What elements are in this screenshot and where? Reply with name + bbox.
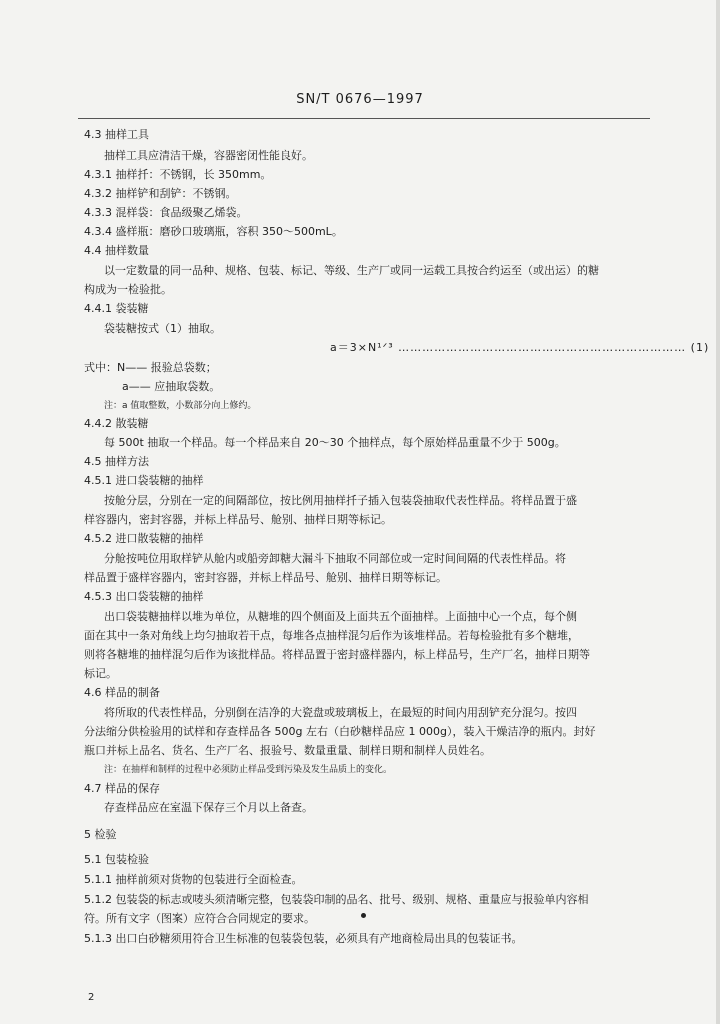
paragraph-line: 分法缩分供检验用的试样和存查样品各 500g 左右（白砂糖样品应 1 000g），装入干燥洁净的瓶内。封好 [84, 725, 596, 738]
section-5-1-3: 5.1.3 出口白砂糖须用符合卫生标准的包装袋包装，必须具有产地商检局出具的包装证书。 [84, 932, 523, 945]
section-4-4-heading: 4.4 抽样数量 [84, 244, 149, 257]
section-4-5-3: 4.5.3 出口袋装糖的抽样 [84, 590, 204, 603]
formula-where: 式中：N—— 报验总袋数； [84, 361, 217, 374]
paragraph-line: 出口袋装糖抽样以堆为单位，从糖堆的四个侧面及上面共五个面抽样。上面抽中心一个点，每个侧 [104, 610, 577, 623]
section-4-6-heading: 4.6 样品的制备 [84, 686, 160, 699]
section-5-1-heading: 5.1 包装检验 [84, 853, 149, 866]
paragraph-line: 按舱分层，分别在一定的间隔部位，按比例用抽样扦子插入包装袋抽取代表性样品。将样品置于盛 [104, 494, 577, 507]
paragraph-line: 以一定数量的同一品种、规格、包装、标记、等级、生产厂或同一运载工具按合约运至（或出运）的糖 [104, 264, 599, 277]
section-4-4-1: 4.4.1 袋装糖 [84, 302, 149, 315]
section-4-3-4: 4.3.4 盛样瓶：磨砂口玻璃瓶，容积 350～500mL。 [84, 225, 343, 238]
section-4-7-heading: 4.7 样品的保存 [84, 782, 160, 795]
paragraph-line: 符。所有文字（图案）应符合合同规定的要求。 [84, 912, 315, 925]
section-4-3-heading: 4.3 抽样工具 [84, 128, 149, 141]
paragraph-line: 则将各糖堆的抽样混匀后作为该批样品。将样品置于密封盛样器内，标上样品号，生产厂名，抽样日期等 [84, 648, 590, 661]
paragraph-line: 每 500t 抽取一个样品。每一个样品来自 20～30 个抽样点，每个原始样品重量不少于 500g。 [104, 436, 566, 449]
paragraph-line: 面在其中一条对角线上均匀抽取若干点，每堆各点抽样混匀后作为该堆样品。若每检验批有多个糖堆， [84, 629, 579, 642]
header-rule [78, 118, 650, 119]
section-4-4-2: 4.4.2 散装糖 [84, 417, 149, 430]
note-line: 注：a 值取整数，小数部分向上修约。 [104, 401, 257, 411]
section-4-5-heading: 4.5 抽样方法 [84, 455, 149, 468]
section-4-5-1: 4.5.1 进口袋装糖的抽样 [84, 474, 204, 487]
paragraph-line: 瓶口并标上品名、货名、生产厂名、报验号、数量重量、制样日期和制样人员姓名。 [84, 744, 491, 757]
section-5-1-1: 5.1.1 抽样前须对货物的包装进行全面检查。 [84, 873, 303, 886]
paragraph-line: 分舱按吨位用取样铲从舱内或船旁卸糖大漏斗下抽取不同部位或一定时间间隔的代表性样品。将 [104, 552, 566, 565]
section-4-3-3: 4.3.3 混样袋：食品级聚乙烯袋。 [84, 206, 248, 219]
paragraph-line: 抽样工具应清洁干燥，容器密闭性能良好。 [104, 149, 313, 162]
page-number: 2 [88, 992, 95, 1003]
paragraph-line: 存查样品应在室温下保存三个月以上备查。 [104, 801, 313, 814]
section-5-1-2: 5.1.2 包装袋的标志或唛头须清晰完整，包装袋印制的品名、批号、级别、规格、重量应与报验单内容相 [84, 893, 589, 906]
section-5-heading: 5 检验 [84, 828, 117, 841]
paragraph-line: 样容器内，密封容器，并标上样品号、舱别、抽样日期等标记。 [84, 513, 392, 526]
formula-variable-a: a—— 应抽取袋数。 [122, 380, 221, 393]
section-4-5-2: 4.5.2 进口散装糖的抽样 [84, 532, 204, 545]
section-4-3-2: 4.3.2 抽样铲和刮铲：不锈钢。 [84, 187, 237, 200]
standard-number-header: SN/T 0676—1997 [296, 92, 424, 107]
paragraph-line: 样品置于盛样容器内，密封容器，并标上样品号、舱别、抽样日期等标记。 [84, 571, 447, 584]
page-edge-shadow [716, 0, 720, 1024]
formula-1: a＝3×N¹ᐟ³ ……………………………………………………………… (1) [330, 341, 710, 354]
scan-speck [361, 913, 366, 918]
section-4-3-1: 4.3.1 抽样扦：不锈钢，长 350mm。 [84, 168, 272, 181]
paragraph-line: 将所取的代表性样品，分别倒在洁净的大瓷盘或玻璃板上，在最短的时间内用刮铲充分混匀。按四 [104, 706, 577, 719]
paragraph-line: 袋装糖按式（1）抽取。 [104, 322, 221, 335]
note-line: 注：在抽样和制样的过程中必须防止样品受到污染及发生品质上的变化。 [104, 765, 393, 775]
paragraph-line: 构成为一检验批。 [84, 283, 172, 296]
paragraph-line: 标记。 [84, 667, 117, 680]
